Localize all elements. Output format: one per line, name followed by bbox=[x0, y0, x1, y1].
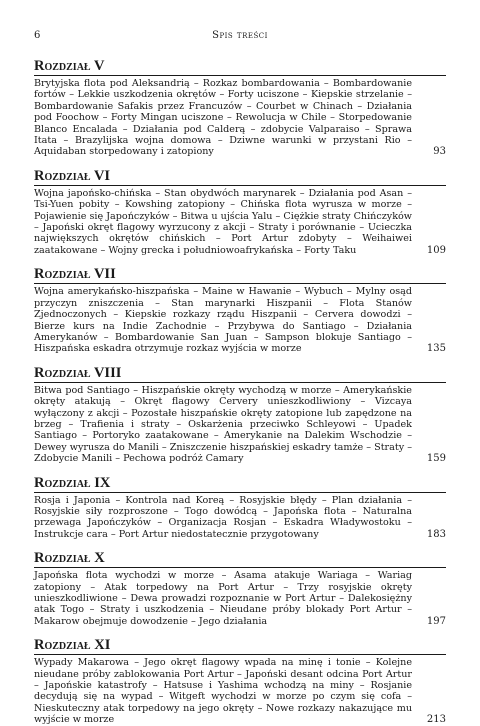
chapter-title: Rozdział IX bbox=[34, 475, 446, 493]
chapter-summary-text: Rosja i Japonia – Kontrola nad Koreą – Rosyjskie błędy – Plan działania – Rosyjskie siły rozproszone – Togo dowódcą – Japońska flota – Naturalna przewaga Japończyków – Organizacja Rosjan – Eskadra Władywostoku – Instrukcje cara – Port Artur niedostatecznie przygotowany bbox=[34, 494, 412, 540]
chapter-summary bbox=[34, 188, 446, 256]
chapter-summary-text: Japońska flota wychodzi w morze – Asama atakuje Wariaga – Wariag zatopiony – Atak torpedowy na Port Artur – Trzy rosyjskie okręty unieszkodliwione – Dewa prowadzi rozpoznanie w Port Artur – Dalekosiężny atak Togo – Straty i uszkodzenia – Nieudane próby blokady Port Artur – Makarow obejmuje dowodzenie – Jego działania bbox=[34, 570, 412, 627]
chapter-page-number: 197 bbox=[426, 615, 446, 627]
chapter-entry bbox=[34, 168, 446, 256]
chapter-entry bbox=[34, 637, 446, 725]
chapter-page-number: 159 bbox=[426, 453, 446, 465]
chapter-title: Rozdział XI bbox=[34, 637, 446, 655]
chapter-summary-text: Brytyjska flota pod Aleksandrią – Rozkaz bombardowania – Bombardowanie fortów – Lekkie uszkodzenia okrętów – Forty uciszone – Kiepskie strzelanie – Bombardowanie Safakis przez Francuzów – Courbet w Chinach – Działania pod Foochow – Forty Mingan uciszone – Rewolucja w Chile – Storpedowanie Blanco Encalada – Działania pod Calderą – zdobycie Valparaiso – Sprawa Itata – Brazylijska wojna domowa – Dziwne warunki w przystani Rio – Aquidaban storpedowany i zatopiony bbox=[34, 78, 412, 158]
chapter-summary-text: Wypady Makarowa – Jego okręt flagowy wpada na minę i tonie – Kolejne nieudane próby zablokowania Port Artur – Japoński desant odcina Port Artur – Japońskie katastrofy – Hatsuse i Yashima wchodzą na miny – Rosjanie decydują się na wypad – Witgeft wychodzi w morze po czym się cofa – Nieskuteczny atak torpedowy na jego okręty – Nowe rozkazy nakazujące mu wyjście w morze bbox=[34, 657, 412, 726]
chapter-page-number: 135 bbox=[426, 343, 446, 355]
chapter-title: Rozdział V bbox=[34, 58, 446, 76]
chapter-entry bbox=[34, 58, 446, 158]
chapter-entry bbox=[34, 550, 446, 627]
chapter-title: Rozdział X bbox=[34, 550, 446, 568]
chapter-summary bbox=[34, 385, 446, 465]
running-title: Spis treści bbox=[212, 30, 268, 41]
chapter-summary bbox=[34, 657, 446, 725]
chapter-entry bbox=[34, 365, 446, 465]
chapter-summary-text: Wojna japońsko-chińska – Stan obydwóch marynarek – Działania pod Asan – Tsi-Yuen pobity – Kowshing zatopiony – Chińska flota wyrusza w morze – Pojawienie się Japończyków – Bitwa u ujścia Yalu – Ciężkie straty Chińczyków – Japoński okręt flagowy wyrzucony z akcji – Straty i porównanie – Ucieczka największych okrętów chińskich – Port Artur zdobyty – Weihaiwei zaatakowane – Wojny grecka i południowoafrykańska – Forty Taku bbox=[34, 187, 412, 256]
page-number: 6 bbox=[34, 30, 41, 41]
chapter-entry bbox=[34, 266, 446, 354]
chapter-title: Rozdział VII bbox=[34, 266, 446, 284]
chapter-title: Rozdział VI bbox=[34, 168, 446, 186]
chapter-summary bbox=[34, 78, 446, 158]
chapter-entry bbox=[34, 475, 446, 541]
chapter-summary bbox=[34, 495, 446, 541]
page-header bbox=[34, 30, 446, 48]
chapter-page-number: 93 bbox=[433, 146, 446, 158]
chapter-page-number: 109 bbox=[426, 244, 446, 256]
chapter-summary bbox=[34, 570, 446, 627]
chapter-summary bbox=[34, 286, 446, 354]
chapter-page-number: 183 bbox=[426, 528, 446, 540]
chapter-title: Rozdział VIII bbox=[34, 365, 446, 383]
chapter-page-number: 213 bbox=[426, 714, 446, 726]
chapter-summary-text: Bitwa pod Santiago – Hiszpańskie okręty wychodzą w morze – Amerykańskie okręty atakują – Okręt flagowy Cervery unieszkodliwiony – Vizcaya wyłączony z akcji – Pozostałe hiszpańskie okręty zatopione lub zapędzone na brzeg – Trafienia i straty – Oskarżenia przeciwko Schleyowi – Upadek Santiago – Portoryko zaatakowane – Amerykanie na Dalekim Wschodzie – Dewey wyrusza do Manili – Zniszczenie hiszpańskiej eskadry tamże – Straty – Zdobycie Manili – Pechowa podróż Camary bbox=[34, 384, 412, 465]
chapter-summary-text: Wojna amerykańsko-hiszpańska – Maine w Hawanie – Wybuch – Mylny osąd przyczyn zniszczenia – Stan marynarki Hiszpanii – Flota Stanów Zjednoczonych – Kiepskie rozkazy rządu Hiszpanii – Cervera dowodzi – Bierze kurs na Indie Zachodnie – Przybywa do Santiago – Działania Amerykanów – Bombardowanie San Juan – Sampson blokuje Santiago – Hiszpańska eskadra otrzymuje rozkaz wyjścia w morze bbox=[34, 286, 412, 355]
